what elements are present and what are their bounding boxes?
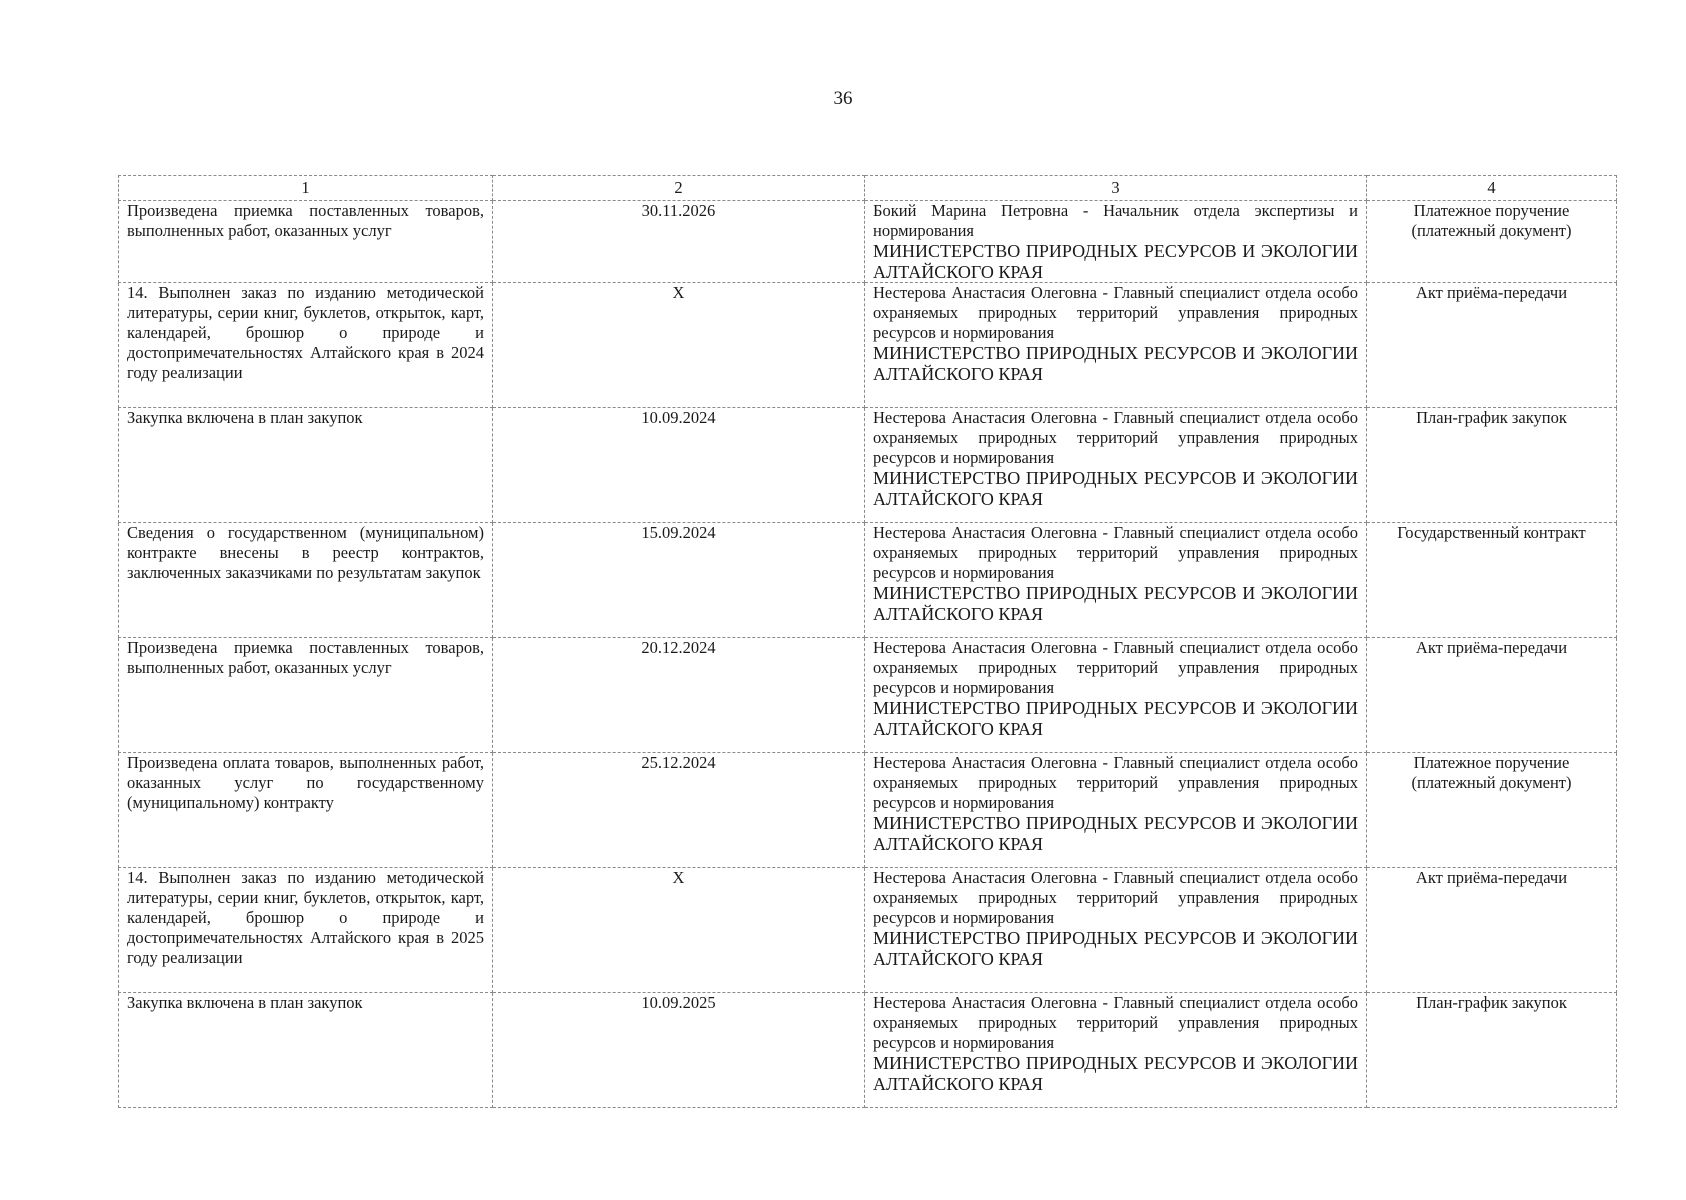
table-row — [119, 868, 1617, 993]
event-description: Закупка включена в план закупок — [119, 408, 493, 523]
table-row — [119, 753, 1617, 868]
responsible-organization: МИНИСТЕРСТВО ПРИРОДНЫХ РЕСУРСОВ И ЭКОЛОГИИ АЛТАЙСКОГО КРАЯ — [873, 928, 1358, 969]
column-header-4: 4 — [1367, 176, 1617, 201]
event-description: Сведения о государственном (муниципальном) контракте внесены в реестр контрактов, заключенных заказчиками по результатам закупок — [119, 523, 493, 638]
confirming-document: Государственный контракт — [1367, 523, 1617, 638]
event-date: 20.12.2024 — [493, 638, 865, 753]
column-header-2: 2 — [493, 176, 865, 201]
column-header-3: 3 — [865, 176, 1367, 201]
event-date: 10.09.2024 — [493, 408, 865, 523]
table-row — [119, 201, 1617, 283]
responsible-cell — [865, 868, 1367, 993]
event-date: Х — [493, 283, 865, 408]
event-date: 30.11.2026 — [493, 201, 865, 283]
event-date: 15.09.2024 — [493, 523, 865, 638]
confirming-document: Акт приёма-передачи — [1367, 283, 1617, 408]
event-date: Х — [493, 868, 865, 993]
responsible-organization: МИНИСТЕРСТВО ПРИРОДНЫХ РЕСУРСОВ И ЭКОЛОГИИ АЛТАЙСКОГО КРАЯ — [873, 813, 1358, 854]
responsible-organization: МИНИСТЕРСТВО ПРИРОДНЫХ РЕСУРСОВ И ЭКОЛОГИИ АЛТАЙСКОГО КРАЯ — [873, 343, 1358, 384]
responsible-person: Бокий Марина Петровна - Начальник отдела экспертизы и нормирования — [873, 201, 1358, 240]
event-description: 14. Выполнен заказ по изданию методической литературы, серии книг, буклетов, открыток, карт, календарей, брошюр о природе и достопримечательностях Алтайского края в 2025 году реализации — [119, 868, 493, 993]
table-row — [119, 523, 1617, 638]
event-date: 10.09.2025 — [493, 993, 865, 1108]
event-description: Закупка включена в план закупок — [119, 993, 493, 1108]
page-number: 36 — [833, 88, 853, 109]
table-row — [119, 283, 1617, 408]
event-description: Произведена приемка поставленных товаров, выполненных работ, оказанных услуг — [119, 201, 493, 283]
event-description: Произведена оплата товаров, выполненных работ, оказанных услуг по государственному (муниципальному) контракту — [119, 753, 493, 868]
responsible-cell — [865, 283, 1367, 408]
responsible-person: Нестерова Анастасия Олеговна - Главный специалист отдела особо охраняемых природных территорий управления природных ресурсов и нормирования — [873, 638, 1358, 697]
responsible-person: Нестерова Анастасия Олеговна - Главный специалист отдела особо охраняемых природных территорий управления природных ресурсов и нормирования — [873, 523, 1358, 582]
activities-table — [118, 175, 1617, 1108]
responsible-person: Нестерова Анастасия Олеговна - Главный специалист отдела особо охраняемых природных территорий управления природных ресурсов и нормирования — [873, 753, 1358, 812]
event-date: 25.12.2024 — [493, 753, 865, 868]
responsible-person: Нестерова Анастасия Олеговна - Главный специалист отдела особо охраняемых природных территорий управления природных ресурсов и нормирования — [873, 868, 1358, 927]
table-row — [119, 993, 1617, 1108]
responsible-cell — [865, 523, 1367, 638]
column-header-1: 1 — [119, 176, 493, 201]
responsible-organization: МИНИСТЕРСТВО ПРИРОДНЫХ РЕСУРСОВ И ЭКОЛОГИИ АЛТАЙСКОГО КРАЯ — [873, 468, 1358, 509]
responsible-organization: МИНИСТЕРСТВО ПРИРОДНЫХ РЕСУРСОВ И ЭКОЛОГИИ АЛТАЙСКОГО КРАЯ — [873, 241, 1358, 282]
responsible-cell — [865, 201, 1367, 283]
confirming-document: План-график закупок — [1367, 993, 1617, 1108]
responsible-cell — [865, 638, 1367, 753]
confirming-document: Платежное поручение (платежный документ) — [1367, 753, 1617, 868]
responsible-person: Нестерова Анастасия Олеговна - Главный специалист отдела особо охраняемых природных территорий управления природных ресурсов и нормирования — [873, 408, 1358, 467]
table-header-row — [119, 176, 1617, 201]
responsible-organization: МИНИСТЕРСТВО ПРИРОДНЫХ РЕСУРСОВ И ЭКОЛОГИИ АЛТАЙСКОГО КРАЯ — [873, 698, 1358, 739]
confirming-document: Акт приёма-передачи — [1367, 638, 1617, 753]
confirming-document: План-график закупок — [1367, 408, 1617, 523]
responsible-organization: МИНИСТЕРСТВО ПРИРОДНЫХ РЕСУРСОВ И ЭКОЛОГИИ АЛТАЙСКОГО КРАЯ — [873, 1053, 1358, 1094]
responsible-cell — [865, 753, 1367, 868]
responsible-cell — [865, 408, 1367, 523]
event-description: Произведена приемка поставленных товаров, выполненных работ, оказанных услуг — [119, 638, 493, 753]
responsible-person: Нестерова Анастасия Олеговна - Главный специалист отдела особо охраняемых природных территорий управления природных ресурсов и нормирования — [873, 283, 1358, 342]
responsible-person: Нестерова Анастасия Олеговна - Главный специалист отдела особо охраняемых природных территорий управления природных ресурсов и нормирования — [873, 993, 1358, 1052]
confirming-document: Акт приёма-передачи — [1367, 868, 1617, 993]
confirming-document: Платежное поручение (платежный документ) — [1367, 201, 1617, 283]
table-row — [119, 638, 1617, 753]
table-row — [119, 408, 1617, 523]
responsible-cell — [865, 993, 1367, 1108]
responsible-organization: МИНИСТЕРСТВО ПРИРОДНЫХ РЕСУРСОВ И ЭКОЛОГИИ АЛТАЙСКОГО КРАЯ — [873, 583, 1358, 624]
event-description: 14. Выполнен заказ по изданию методической литературы, серии книг, буклетов, открыток, карт, календарей, брошюр о природе и достопримечательностях Алтайского края в 2024 году реализации — [119, 283, 493, 408]
